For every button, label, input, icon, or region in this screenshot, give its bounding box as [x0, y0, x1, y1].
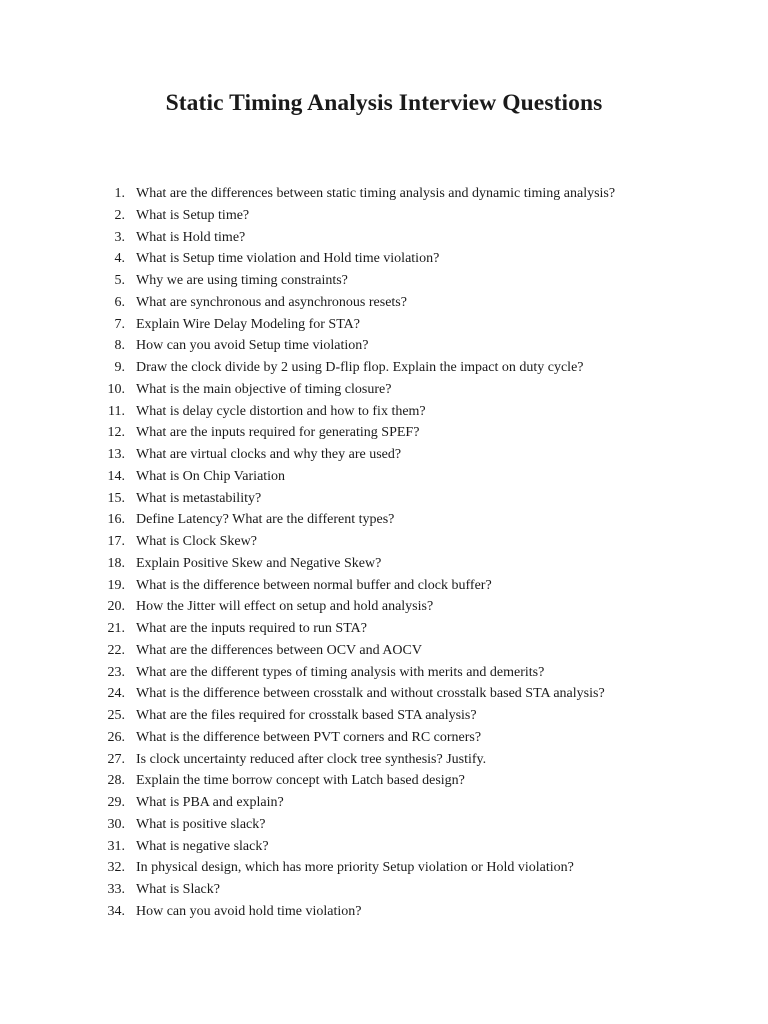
question-item	[0, 335, 768, 357]
question-item	[0, 792, 768, 814]
question-item	[0, 814, 768, 836]
question-number: 28.	[107, 773, 125, 789]
question-text: What is the main objective of timing closure?	[136, 381, 392, 397]
question-text: What is negative slack?	[136, 838, 269, 854]
question-text: Explain Positive Skew and Negative Skew?	[136, 555, 382, 571]
question-text: What is metastability?	[136, 490, 262, 506]
question-number: 17.	[107, 534, 125, 549]
question-number: 27.	[107, 751, 125, 767]
question-item	[0, 553, 768, 575]
question-text: What are synchronous and asynchronous resets?	[136, 294, 407, 310]
question-item	[0, 901, 768, 923]
question-number: 25.	[107, 708, 125, 723]
question-item	[0, 205, 768, 227]
question-number: 11.	[108, 403, 125, 419]
question-text: What is Hold time?	[136, 229, 246, 245]
question-list	[0, 183, 768, 923]
question-text: What is positive slack?	[136, 816, 266, 832]
question-text: How can you avoid hold time violation?	[136, 903, 362, 919]
question-item	[0, 488, 768, 510]
question-number: 30.	[107, 816, 125, 832]
document-title: Static Timing Analysis Interview Questions	[165, 90, 603, 116]
question-item	[0, 314, 768, 336]
question-item	[0, 662, 768, 684]
question-item	[0, 466, 768, 488]
question-text: What are the files required for crosstalk based STA analysis?	[136, 708, 477, 723]
question-text: Explain the time borrow concept with Latch based design?	[136, 773, 465, 789]
question-number: 31.	[107, 838, 125, 854]
question-number: 2.	[114, 207, 125, 223]
question-text: What is PBA and explain?	[136, 795, 284, 810]
question-item	[0, 444, 768, 466]
question-text: Define Latency? What are the different types?	[136, 512, 395, 528]
question-number: 14.	[107, 468, 125, 484]
question-number: 6.	[114, 294, 125, 310]
question-item	[0, 292, 768, 314]
question-number: 19.	[107, 577, 125, 593]
question-item	[0, 183, 768, 205]
question-number: 26.	[107, 729, 125, 745]
question-item	[0, 770, 768, 792]
question-text: How the Jitter will effect on setup and hold analysis?	[136, 599, 434, 615]
question-text: What is Clock Skew?	[136, 534, 257, 549]
question-number: 22.	[107, 642, 125, 658]
question-number: 13.	[107, 447, 125, 462]
question-item	[0, 727, 768, 749]
question-item	[0, 248, 768, 270]
question-text: What are the different types of timing analysis with merits and demerits?	[136, 664, 545, 680]
question-item	[0, 705, 768, 727]
question-text: What is the difference between normal buffer and clock buffer?	[136, 577, 492, 593]
question-number: 4.	[114, 251, 125, 267]
question-number: 34.	[107, 903, 125, 919]
question-text: What are the inputs required for generating SPEF?	[136, 425, 420, 441]
question-text: Why we are using timing constraints?	[136, 273, 348, 288]
question-text: What is the difference between crosstalk and without crosstalk based STA analysis?	[136, 686, 605, 702]
question-number: 12.	[107, 425, 125, 441]
question-text: What are the inputs required to run STA?	[136, 621, 367, 636]
question-number: 18.	[107, 555, 125, 571]
question-number: 33.	[107, 882, 125, 897]
question-item	[0, 422, 768, 444]
question-item	[0, 401, 768, 423]
question-number: 24.	[107, 686, 125, 702]
question-number: 9.	[114, 360, 125, 375]
question-text: What is delay cycle distortion and how to fix them?	[136, 403, 426, 419]
question-text: What are the differences between static timing analysis and dynamic timing analysis?	[136, 186, 616, 201]
question-item	[0, 227, 768, 249]
question-number: 8.	[114, 338, 125, 354]
question-number: 3.	[114, 229, 125, 245]
question-number: 5.	[114, 273, 125, 288]
question-text: What is Setup time?	[136, 207, 250, 223]
question-item	[0, 596, 768, 618]
question-item	[0, 575, 768, 597]
question-text: What are the differences between OCV and AOCV	[136, 642, 422, 658]
question-number: 1.	[114, 186, 125, 201]
question-item	[0, 683, 768, 705]
question-number: 16.	[107, 512, 125, 528]
question-number: 15.	[107, 490, 125, 506]
question-text: What is On Chip Variation	[136, 468, 286, 484]
question-item	[0, 270, 768, 292]
question-number: 29.	[107, 795, 125, 810]
question-text: How can you avoid Setup time violation?	[136, 338, 369, 354]
question-text: In physical design, which has more priority Setup violation or Hold violation?	[136, 860, 574, 876]
question-item	[0, 357, 768, 379]
question-text: What are virtual clocks and why they are used?	[136, 447, 402, 462]
question-text: Draw the clock divide by 2 using D-flip flop. Explain the impact on duty cycle?	[136, 360, 584, 375]
question-item	[0, 640, 768, 662]
question-text: What is Slack?	[136, 882, 220, 897]
question-item	[0, 531, 768, 553]
question-item	[0, 379, 768, 401]
question-item	[0, 879, 768, 901]
question-number: 23.	[107, 664, 125, 680]
question-number: 10.	[107, 381, 125, 397]
question-text: What is the difference between PVT corners and RC corners?	[136, 729, 482, 745]
question-text: Explain Wire Delay Modeling for STA?	[136, 316, 360, 332]
question-number: 21.	[107, 621, 125, 636]
question-text: Is clock uncertainty reduced after clock tree synthesis? Justify.	[136, 751, 487, 767]
question-item	[0, 836, 768, 858]
question-item	[0, 509, 768, 531]
question-item	[0, 749, 768, 771]
question-text: What is Setup time violation and Hold time violation?	[136, 251, 440, 267]
question-number: 20.	[107, 599, 125, 615]
question-item	[0, 618, 768, 640]
question-number: 7.	[114, 316, 125, 332]
question-item	[0, 857, 768, 879]
question-number: 32.	[107, 860, 125, 876]
